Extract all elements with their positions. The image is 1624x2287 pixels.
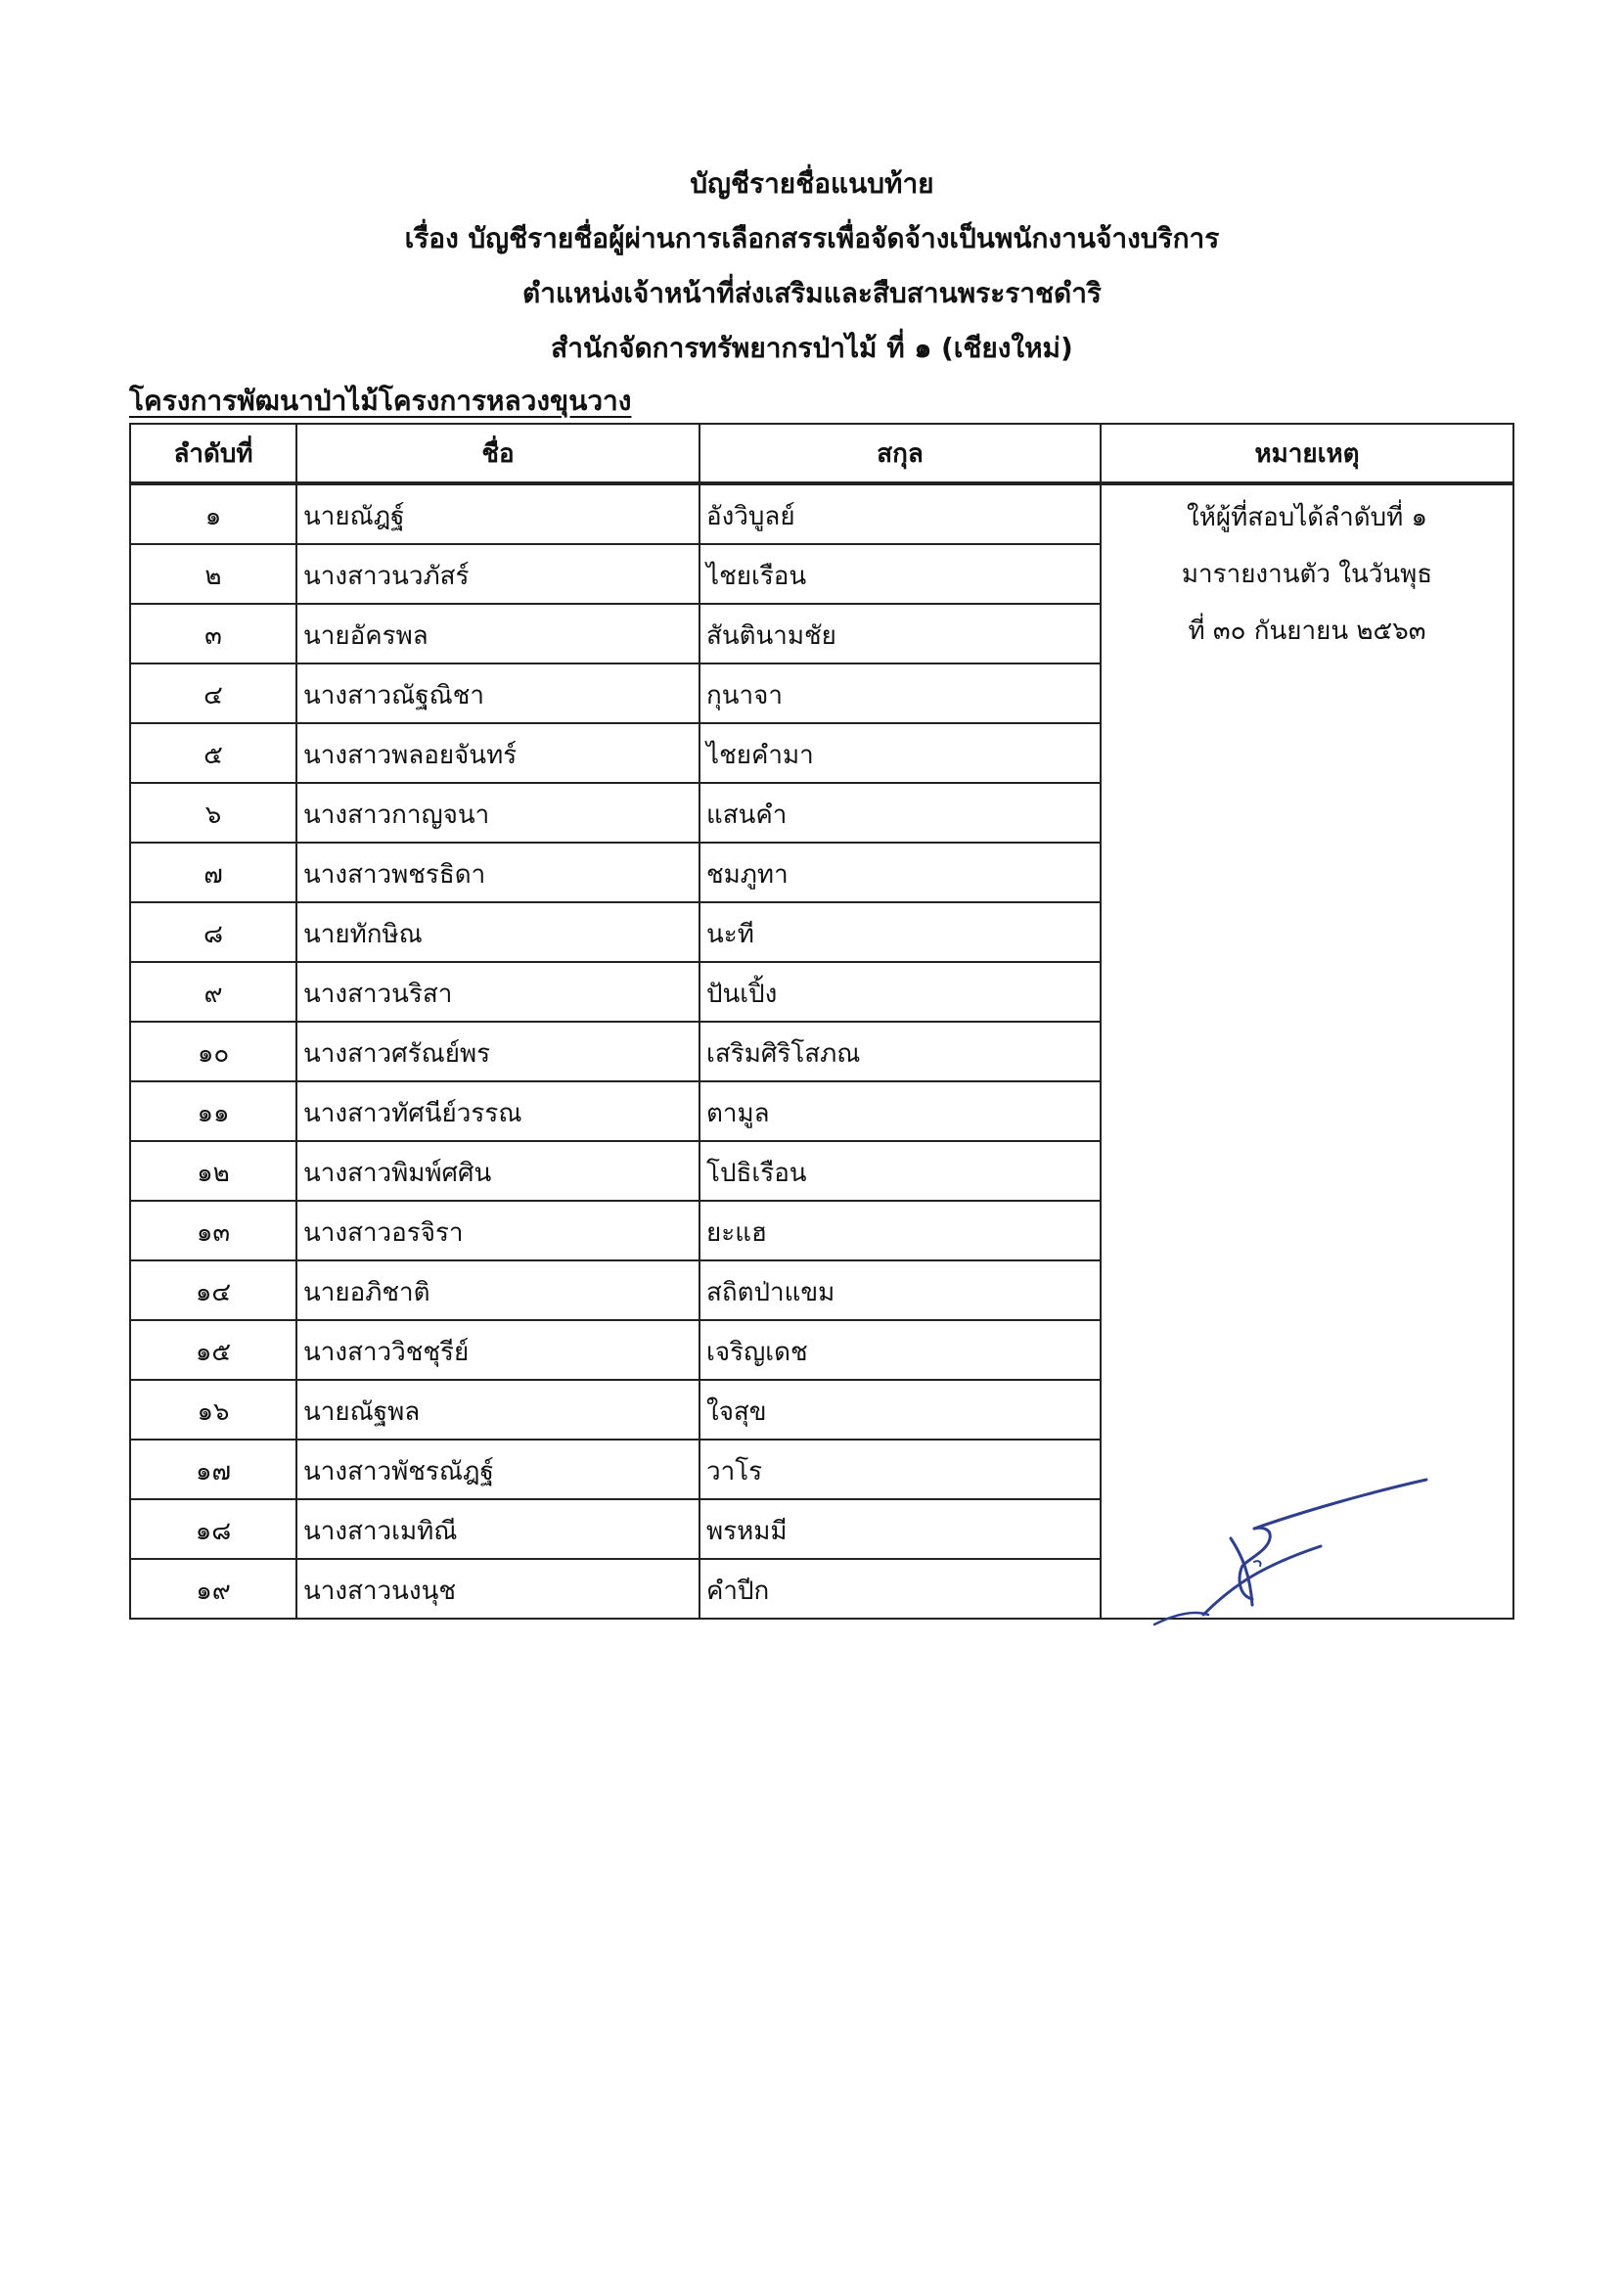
row-surname: ชมภูทา <box>699 843 1101 902</box>
remark-line: ให้ผู้ที่สอบได้ลำดับที่ ๑ <box>1187 503 1427 532</box>
table-body <box>130 483 1513 1619</box>
header-position: ตำแหน่งเจ้าหน้าที่ส่งเสริมและสืบสานพระราชดำริ <box>522 277 1102 309</box>
document-header <box>0 157 1624 376</box>
header-title: บัญชีรายชื่อแนบท้าย <box>690 167 934 200</box>
row-no: ๑๓ <box>130 1201 296 1260</box>
row-surname: ไชยเรือน <box>699 544 1101 604</box>
row-name: นายอภิชาติ <box>296 1260 699 1320</box>
row-no: ๑๘ <box>130 1499 296 1559</box>
row-surname: ยะแฮ <box>699 1201 1101 1260</box>
row-no: ๕ <box>130 723 296 783</box>
row-surname: ใจสุข <box>699 1380 1101 1440</box>
row-no: ๙ <box>130 962 296 1022</box>
remark-line: ที่ ๓๐ กันยายน ๒๕๖๓ <box>1188 617 1426 646</box>
header-subject: เรื่อง บัญชีรายชื่อผู้ผ่านการเลือกสรรเพื่อจัดจ้างเป็นพนักงานจ้างบริการ <box>404 222 1220 254</box>
header-surname: สกุล <box>699 424 1101 483</box>
candidate-table <box>129 423 1514 1620</box>
remark-line: มารายงานตัว ในวันพุธ <box>1181 560 1433 589</box>
row-surname: พรหมมี <box>699 1499 1101 1559</box>
row-surname: ตามูล <box>699 1081 1101 1141</box>
row-name: นางสาวณัฐณิชา <box>296 663 699 723</box>
header-name: ชื่อ <box>296 424 699 483</box>
row-name: นางสาวกาญจนา <box>296 783 699 843</box>
row-surname: เจริญเดช <box>699 1320 1101 1380</box>
header-remark: หมายเหตุ <box>1101 424 1513 483</box>
row-surname: นะที <box>699 902 1101 962</box>
row-no: ๑๒ <box>130 1141 296 1201</box>
row-name: นางสาวพิมพ์ศศิน <box>296 1141 699 1201</box>
row-no: ๑๐ <box>130 1022 296 1081</box>
row-surname: คำปีก <box>699 1559 1101 1619</box>
row-name: นางสาวนงนุช <box>296 1559 699 1619</box>
table-header-row <box>130 424 1513 483</box>
row-name: นายณัฐพล <box>296 1380 699 1440</box>
row-no: ๑ <box>130 483 296 544</box>
row-no: ๑๙ <box>130 1559 296 1619</box>
row-no: ๑๔ <box>130 1260 296 1320</box>
row-surname: วาโร <box>699 1440 1101 1499</box>
row-surname: สถิตป่าแขม <box>699 1260 1101 1320</box>
row-no: ๑๕ <box>130 1320 296 1380</box>
row-surname: แสนคำ <box>699 783 1101 843</box>
row-name: นายณัฎฐ์ <box>296 483 699 544</box>
header-no: ลำดับที่ <box>130 424 296 483</box>
row-name: นางสาวนริสา <box>296 962 699 1022</box>
row-name: นางสาวพัชรณัฎฐ์ <box>296 1440 699 1499</box>
table-row <box>130 483 1513 544</box>
row-name: นางสาวศรัณย์พร <box>296 1022 699 1081</box>
row-name: นางสาวอรจิรา <box>296 1201 699 1260</box>
row-no: ๔ <box>130 663 296 723</box>
row-no: ๓ <box>130 604 296 663</box>
row-surname: ไชยคำมา <box>699 723 1101 783</box>
row-surname: เสริมศิริโสภณ <box>699 1022 1101 1081</box>
row-name: นางสาวพชรธิดา <box>296 843 699 902</box>
row-name: นายอัครพล <box>296 604 699 663</box>
row-name: นางสาวนวภัสร์ <box>296 544 699 604</box>
signature <box>1145 1468 1438 1644</box>
header-office: สำนักจัดการทรัพยากรป่าไม้ ที่ ๑ (เชียงใหม่) <box>551 332 1073 364</box>
row-surname: อังวิบูลย์ <box>699 483 1101 544</box>
remark-cell <box>1101 483 1513 1619</box>
row-name: นางสาวเมทิณี <box>296 1499 699 1559</box>
row-surname: กุนาจา <box>699 663 1101 723</box>
row-no: ๖ <box>130 783 296 843</box>
row-no: ๑๖ <box>130 1380 296 1440</box>
row-no: ๑๗ <box>130 1440 296 1499</box>
row-surname: โปธิเรือน <box>699 1141 1101 1201</box>
row-name: นางสาววิชชุรีย์ <box>296 1320 699 1380</box>
row-surname: ปันเปิ้ง <box>699 962 1101 1022</box>
project-title: โครงการพัฒนาป่าไม้โครงการหลวงขุนวาง <box>129 385 632 417</box>
row-no: ๑๑ <box>130 1081 296 1141</box>
row-no: ๒ <box>130 544 296 604</box>
row-name: นายทักษิณ <box>296 902 699 962</box>
row-no: ๗ <box>130 843 296 902</box>
row-name: นางสาวทัศนีย์วรรณ <box>296 1081 699 1141</box>
row-name: นางสาวพลอยจันทร์ <box>296 723 699 783</box>
row-surname: สันตินามชัย <box>699 604 1101 663</box>
row-no: ๘ <box>130 902 296 962</box>
